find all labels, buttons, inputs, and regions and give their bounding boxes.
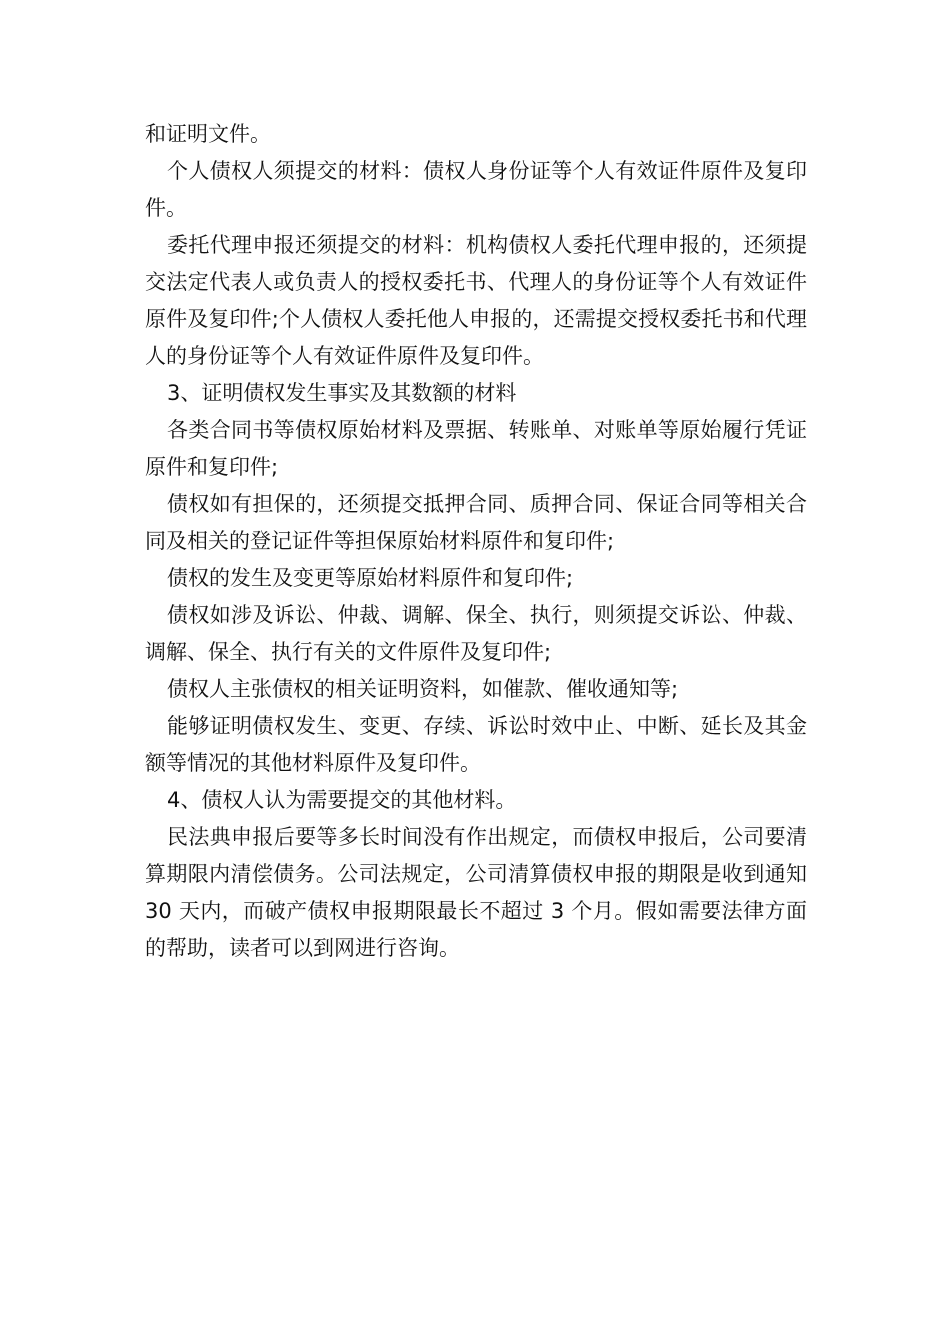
paragraph-occurrence-change: 债权的发生及变更等原始材料原件和复印件; [167,566,574,590]
section-heading-3: 3、证明债权发生事实及其数额的材料 [167,381,517,405]
paragraph-guarantee: 债权如有担保的，还须提交抵押合同、质押合同、保证合同等相关合同及相关的登记证件等担保原始材料原件和复印件; [145,492,807,553]
document-body [145,116,807,967]
section-heading-4: 4、债权人认为需要提交的其他材料。 [167,788,517,812]
paragraph-individual-creditor-materials: 个人债权人须提交的材料：债权人身份证等个人有效证件原件及复印件。 [145,159,807,220]
paragraph-agent-filing-materials: 委托代理申报还须提交的材料：机构债权人委托代理申报的，还须提交法定代表人或负责人的授权委托书、代理人的身份证等个人有效证件原件及复印件;个人债权人委托他人申报的，还需提交授权委托书和代理人的身份证等个人有效证件原件及复印件。 [145,233,807,368]
paragraph-contracts: 各类合同书等债权原始材料及票据、转账单、对账单等原始履行凭证原件和复印件; [145,418,807,479]
paragraph-conclusion: 民法典申报后要等多长时间没有作出规定，而债权申报后，公司要清算期限内清偿债务。公司法规定，公司清算债权申报的期限是收到通知 30 天内，而破产债权申报期限最长不超过 3 个月。假如需要法律方面的帮助，读者可以到网进行咨询。 [145,825,807,960]
paragraph-litigation: 债权如涉及诉讼、仲裁、调解、保全、执行，则须提交诉讼、仲裁、调解、保全、执行有关的文件原件及复印件; [145,603,807,664]
paragraph-other-evidence: 能够证明债权发生、变更、存续、诉讼时效中止、中断、延长及其金额等情况的其他材料原件及复印件。 [145,714,807,775]
paragraph-claim-evidence: 债权人主张债权的相关证明资料，如催款、催收通知等; [167,677,679,701]
paragraph-continuation: 和证明文件。 [145,122,271,146]
